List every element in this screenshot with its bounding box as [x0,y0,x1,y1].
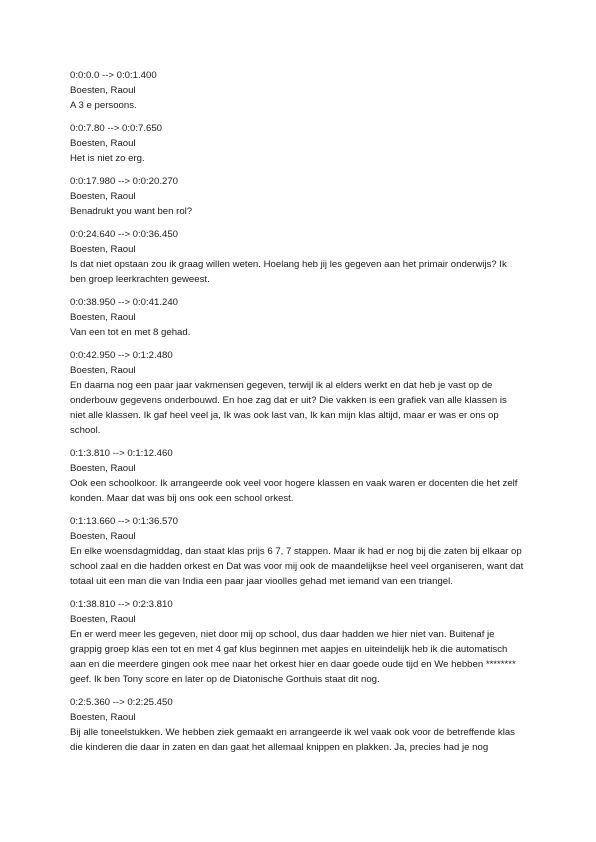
timestamp: 0:0:0.0 --> 0:0:1.400 [70,70,157,81]
speaker-name: Boesten, Raoul [70,531,136,542]
utterance-text: En er werd meer les gegeven, niet door mij op school, dus daar hadden we hier niet van. Buitenaf je grappig groep klas een tot en met 4 gaf klus beginnen met aapjes en uiteindelijk heb ik die automatisch aan en die meerdere gingen ook mee naar het orkest hier en daar goede oude tijd en We hebben ******** geef. Ik ben Tony score en later op de Diatonische Gorthuis staat dit nog. [70,629,516,685]
speaker-name: Boesten, Raoul [70,85,136,96]
speaker-name: Boesten, Raoul [70,191,136,202]
timestamp: 0:0:42.950 --> 0:1:2.480 [70,350,173,361]
utterance-text: En elke woensdagmiddag, dan staat klas prijs 6 7, 7 stappen. Maar ik had er nog bij die zaten bij elkaar op school zaal en die hadden orkest en Dat was voor mij ook de maandelijkse heel veel organiseren, want dat totaal uit een man die van India een paar jaar vioolles gehad met iemand van een triangel. [70,546,524,587]
utterance-text: En daarna nog een paar jaar vakmensen gegeven, terwijl ik al elders werkt en dat heb je vast op de onderbouw gegevens onderbouwd. En hoe zag dat er uit? Die vakken is een grafiek van alle klassen is niet alle klassen. Ik gaf heel veel ja, Ik was ook last van, Ik kan mijn klas altijd, maar er was er ons op school. [70,380,507,436]
utterance-text: Het is niet zo erg. [70,153,145,164]
timestamp: 0:0:17.980 --> 0:0:20.270 [70,176,179,187]
transcript-entry [70,514,526,589]
transcript-entry [70,174,526,219]
speaker-name: Boesten, Raoul [70,312,136,323]
speaker-name: Boesten, Raoul [70,463,136,474]
utterance-text: Is dat niet opstaan zou ik graag willen weten. Hoelang heb jij les gegeven aan het primair onderwijs? Ik ben groep leerkrachten geweest. [70,259,507,285]
timestamp: 0:1:38.810 --> 0:2:3.810 [70,599,173,610]
transcript-entry [70,68,526,113]
transcript-entry [70,295,526,340]
transcript-entry [70,695,526,755]
transcript-entry [70,121,526,166]
utterance-text: Benadrukt you want ben rol? [70,206,193,217]
utterance-text: Ook een schoolkoor. Ik arrangeerde ook veel voor hogere klassen en vaak waren er docenten die het zelf konden. Maar dat was bij ons ook een school orkest. [70,478,518,504]
transcript-entry [70,446,526,506]
timestamp: 0:1:13.660 --> 0:1:36.570 [70,516,179,527]
speaker-name: Boesten, Raoul [70,138,136,149]
utterance-text: Van een tot en met 8 gehad. [70,327,191,338]
utterance-text: A 3 e persoons. [70,100,137,111]
transcript-entry [70,227,526,287]
timestamp: 0:0:24.640 --> 0:0:36.450 [70,229,179,240]
speaker-name: Boesten, Raoul [70,365,136,376]
timestamp: 0:1:3.810 --> 0:1:12.460 [70,448,173,459]
timestamp: 0:0:38.950 --> 0:0:41.240 [70,297,179,308]
transcript-entry [70,597,526,687]
utterance-text: Bij alle toneelstukken. We hebben ziek gemaakt en arrangeerde ik wel vaak ook voor de betreffende klas die kinderen die daar in zaten en dan gaat het allemaal knippen en plakken. Ja, precies had je nog [70,727,515,753]
transcript-entry [70,348,526,438]
speaker-name: Boesten, Raoul [70,244,136,255]
speaker-name: Boesten, Raoul [70,614,136,625]
timestamp: 0:0:7.80 --> 0:0:7.650 [70,123,163,134]
speaker-name: Boesten, Raoul [70,712,136,723]
timestamp: 0:2:5.360 --> 0:2:25.450 [70,697,173,708]
